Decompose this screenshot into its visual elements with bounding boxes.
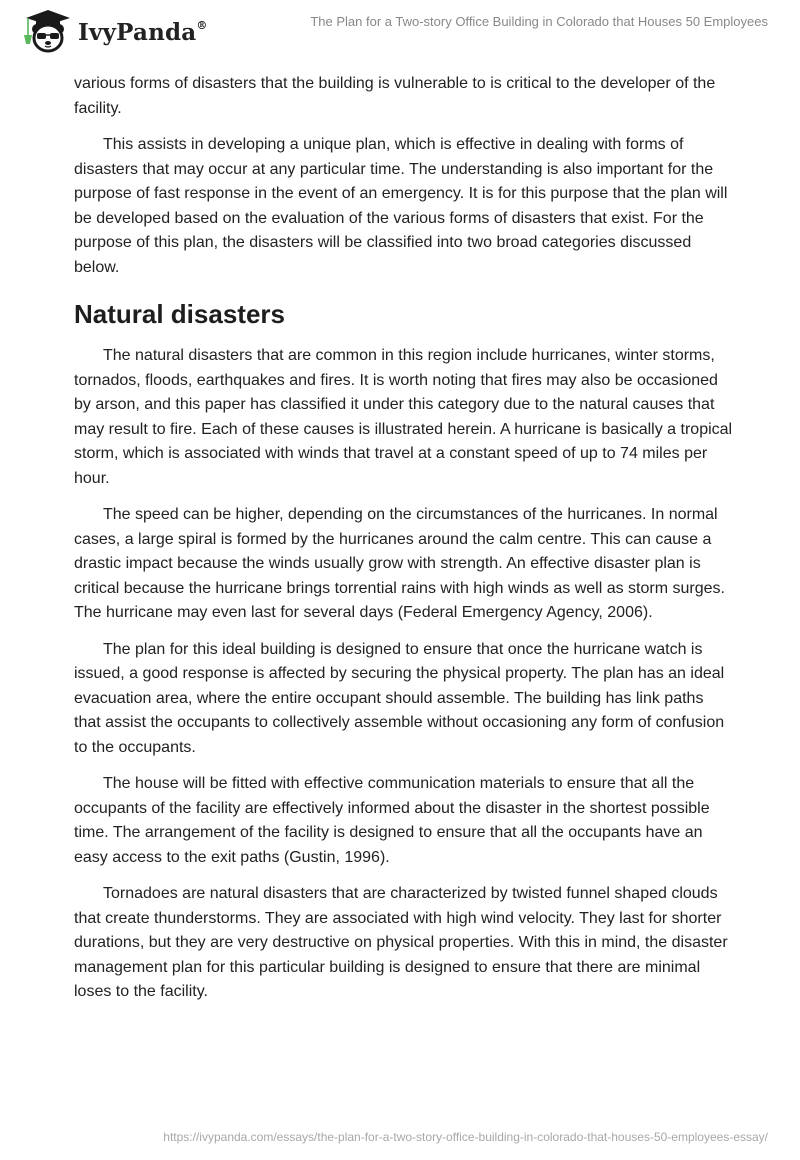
source-url[interactable]: https://ivypanda.com/essays/the-plan-for-a-two-story-office-building-in-colorado-that-houses-50-employees-essay/ [163, 1130, 768, 1144]
essay-content [74, 72, 734, 1017]
paragraph: various forms of disasters that the building is vulnerable to is critical to the developer of the facility. [74, 75, 716, 117]
document-title: The Plan for a Two-story Office Building in Colorado that Houses 50 Employees [310, 14, 768, 29]
section-heading: Natural disasters [74, 299, 285, 329]
paragraph: The house will be fitted with effective communication materials to ensure that all the occupants of the facility are effectively informed about the disaster in the shortest possible time. The arrangement of the facility is designed to ensure that all the occupants have an easy access to the exit paths (Gustin, 1996). [74, 775, 710, 866]
paragraph: The speed can be higher, depending on the circumstances of the hurricanes. In normal cases, a large spiral is formed by the hurricanes around the calm centre. This can cause a drastic impact because the winds usually grow with strength. An effective disaster plan is critical because the hurricane brings torrential rains with high winds as well as storm surges. The hurricane may even last for several days (Federal Emergency Agency, 2006). [74, 506, 725, 621]
paragraph: The natural disasters that are common in this region include hurricanes, winter storms, tornados, floods, earthquakes and fires. It is worth noting that fires may also be occasioned by arson, and this paper has classified it under this category due to the natural causes that may result to fire. Each of these causes is illustrated herein. A hurricane is basically a tropical storm, which is associated with winds that travel at a constant speed of up to 74 miles per hour. [74, 347, 733, 487]
paragraph: This assists in developing a unique plan, which is effective in dealing with forms of disasters that may occur at any particular time. The understanding is also important for the purpose of fast response in the event of an emergency. It is for this purpose that the plan will be developed based on the evaluation of the various forms of disasters that exist. For the purpose of this plan, the disasters will be classified into two broad categories discussed below. [74, 136, 728, 276]
ivypanda-logo[interactable] [18, 8, 208, 54]
panda-graduate-icon [18, 8, 74, 54]
paragraph: The plan for this ideal building is designed to ensure that once the hurricane watch is issued, a good response is affected by securing the physical property. The plan has an ideal evacuation area, where the entire occupant should assemble. The building has link paths that assist the occupants to collectively assemble without occasioning any form of confusion to the occupants. [74, 640, 725, 756]
page-header [0, 0, 800, 60]
paragraph: Tornadoes are natural disasters that are characterized by twisted funnel shaped clouds that create thunderstorms. They are associated with high wind velocity. They last for shorter durations, but they are very destructive on physical properties. With this in mind, the disaster management plan for this particular building is designed to ensure that there are minimal loses to the facility. [74, 885, 728, 1000]
logo-text: IvyPanda® [78, 18, 208, 46]
